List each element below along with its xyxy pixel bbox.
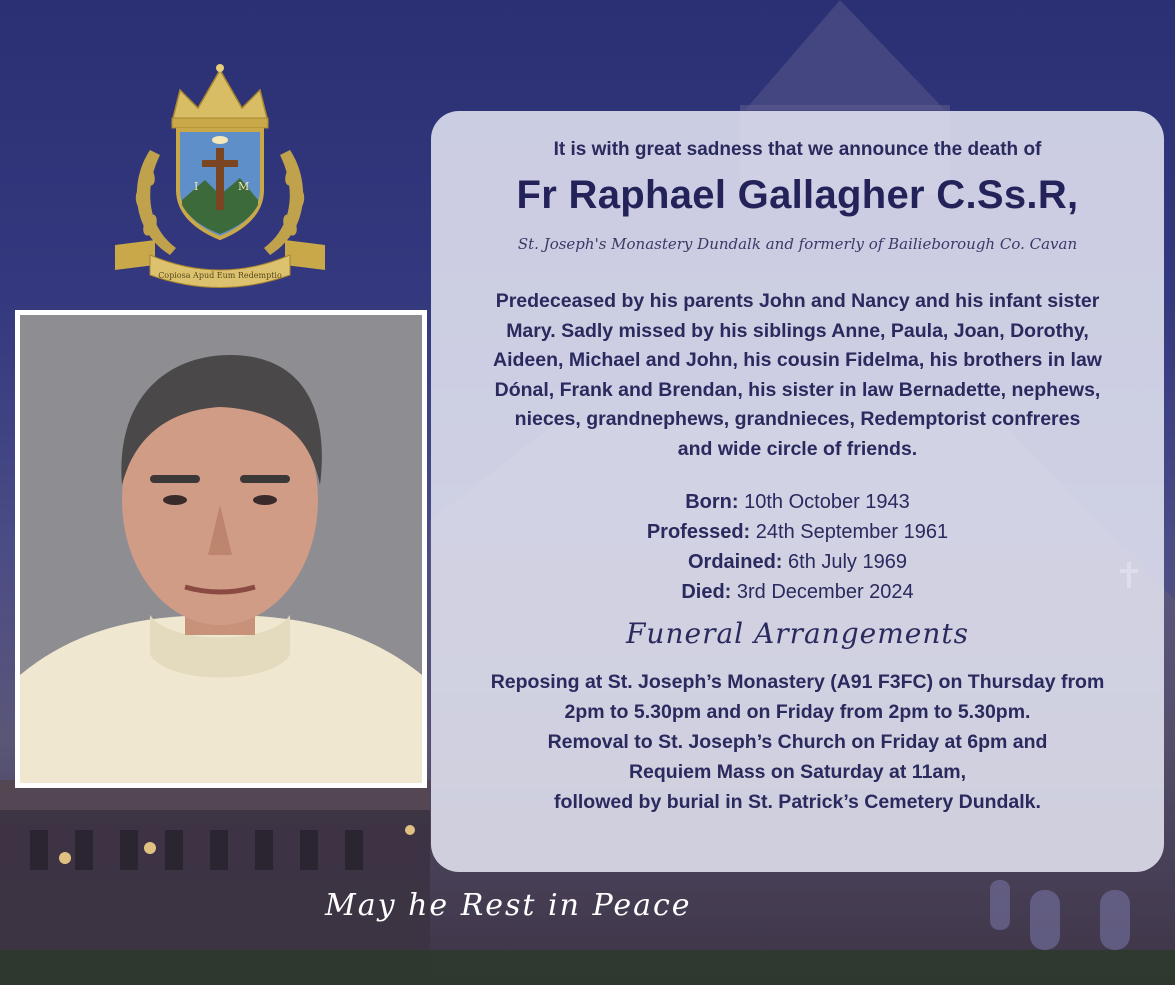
funeral-line: Removal to St. Joseph’s Church on Friday at 6pm and: [547, 731, 1048, 753]
bio-line: nieces, grandnephews, grandnieces, Redemptorist confreres: [514, 408, 1081, 430]
funeral-arrangements: [439, 667, 1156, 817]
announcement-intro: It is with great sadness that we announce the death of: [553, 139, 1042, 160]
bio-line: Dónal, Frank and Brendan, his sister in law Bernadette, nephews,: [494, 378, 1101, 401]
closing-message: May he Rest in Peace: [325, 888, 692, 923]
date-professed: Professed: 24th September 1961: [646, 521, 949, 543]
funeral-heading: Funeral Arrangements: [626, 617, 969, 650]
date-ordained: Ordained: 6th July 1969: [688, 551, 907, 573]
funeral-line: 2pm to 5.30pm and on Friday from 2pm to 5.30pm.: [564, 701, 1031, 723]
svg-text:I: I: [194, 180, 199, 193]
date-died: Died: 3rd December 2024: [681, 581, 914, 603]
portrait-photo: [20, 315, 422, 783]
obituary-card: [431, 111, 1164, 872]
bio-line: and wide circle of friends.: [677, 437, 918, 460]
date-born: Born: 10th October 1943: [685, 491, 910, 513]
funeral-line: Reposing at St. Joseph’s Monastery (A91 F3FC) on Thursday from: [490, 671, 1105, 693]
bio-line: Mary. Sadly missed by his siblings Anne, Paula, Joan, Dorothy,: [506, 319, 1089, 342]
deceased-name: Fr Raphael Gallagher C.Ss.R,: [516, 173, 1079, 217]
bio-line: Predeceased by his parents John and Nancy and his infant sister: [495, 290, 1100, 312]
svg-text:M: M: [238, 180, 250, 193]
crown-icon: [172, 64, 268, 128]
family-bio: [445, 287, 1150, 464]
svg-text:Copiosa Apud Eum Redemptio: Copiosa Apud Eum Redemptio: [158, 271, 282, 280]
funeral-line: Requiem Mass on Saturday at 11am,: [628, 761, 967, 783]
funeral-line: followed by burial in St. Patrick’s Cemetery Dundalk.: [554, 791, 1041, 813]
redemptorist-crest-logo: [110, 60, 330, 292]
residence-subtitle: St. Joseph's Monastery Dundalk and formerly of Bailieborough Co. Cavan: [517, 235, 1078, 253]
life-dates: [431, 487, 1164, 607]
bio-line: Aideen, Michael and John, his cousin Fidelma, his brothers in law: [493, 349, 1102, 371]
portrait-photo-frame: [15, 310, 427, 788]
